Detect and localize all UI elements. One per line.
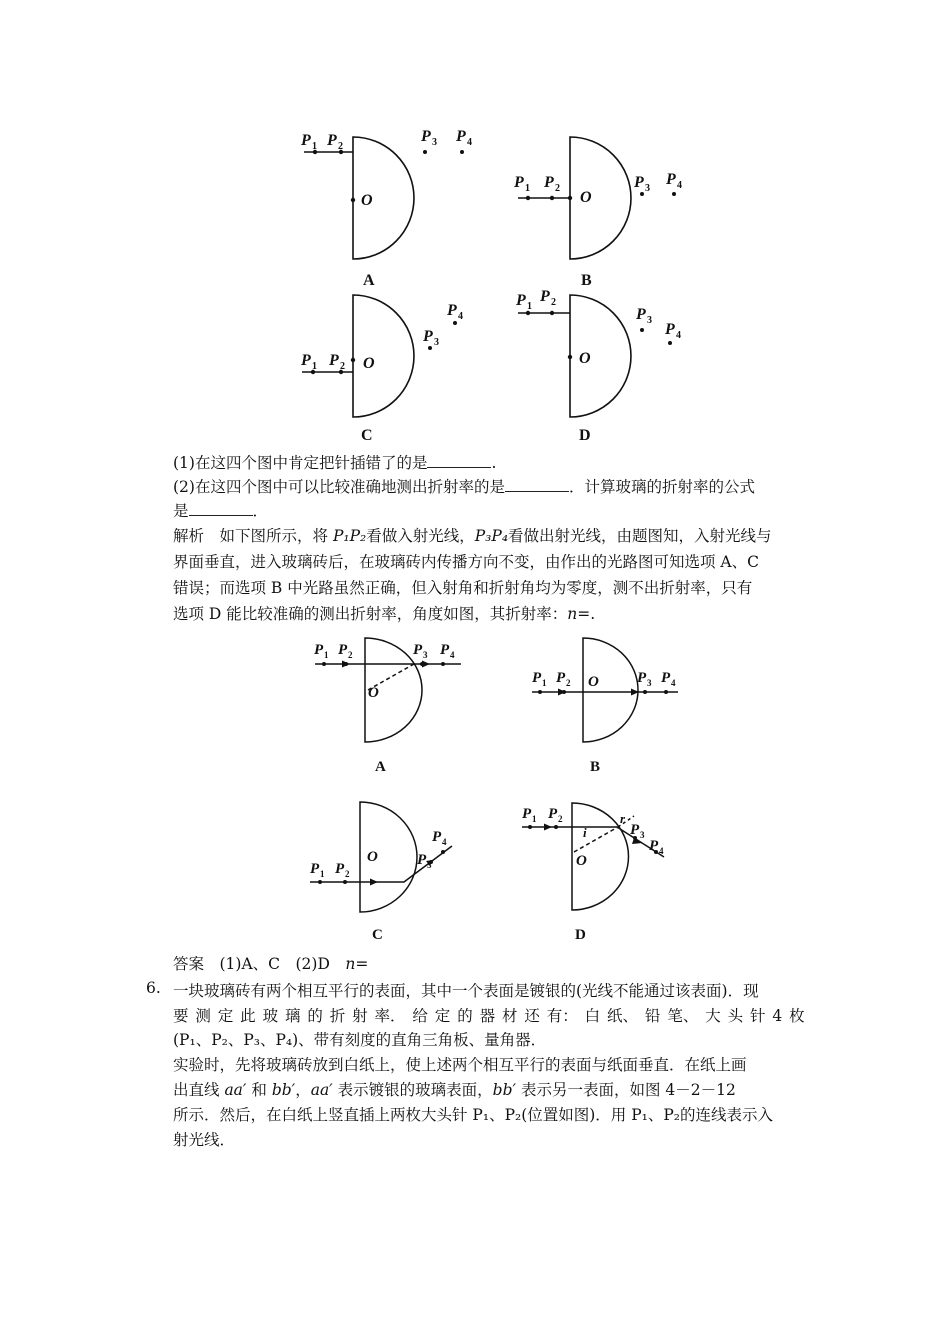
- svg-text:P: P: [421, 128, 431, 145]
- svg-text:3: 3: [647, 315, 652, 326]
- svg-text:P: P: [456, 128, 466, 145]
- word: 铅: [644, 1007, 661, 1025]
- svg-text:P: P: [329, 352, 339, 369]
- problem-6-line-7: 射光线．: [173, 1131, 236, 1149]
- svg-text:O: O: [576, 853, 587, 869]
- word: 器: [479, 1007, 496, 1025]
- svg-text:3: 3: [645, 183, 650, 194]
- svg-text:1: 1: [532, 814, 537, 824]
- word: 定: [217, 1007, 234, 1025]
- svg-text:4: 4: [659, 846, 664, 856]
- word: 材: [501, 1007, 518, 1025]
- problem-6-line-1: 一块玻璃砖有两个相互平行的表面，其中一个表面是镀银的(光线不能通过该表面)．现: [173, 982, 759, 1000]
- svg-text:P: P: [417, 852, 427, 868]
- svg-text:P: P: [338, 642, 348, 658]
- svg-text:O: O: [579, 350, 591, 367]
- svg-text:3: 3: [640, 830, 645, 840]
- svg-text:3: 3: [423, 650, 428, 660]
- svg-text:P: P: [532, 670, 542, 686]
- svg-text:O: O: [580, 189, 592, 206]
- svg-text:P: P: [548, 806, 558, 822]
- svg-text:P: P: [413, 642, 423, 658]
- svg-text:P: P: [556, 670, 566, 686]
- word: 还: [524, 1007, 540, 1025]
- svg-text:D: D: [575, 927, 586, 943]
- svg-text:P: P: [447, 302, 457, 319]
- svg-text:P: P: [636, 306, 646, 323]
- figure-2-svg: [300, 630, 700, 950]
- word: 此: [240, 1007, 256, 1025]
- svg-text:2: 2: [345, 869, 350, 879]
- svg-text:A: A: [363, 272, 375, 289]
- svg-text:O: O: [363, 355, 375, 372]
- semicircle-2b: [583, 638, 638, 742]
- word: 头: [727, 1007, 744, 1025]
- question-1: (1)在这四个图中肯定把针插错了的是 .: [173, 454, 497, 472]
- svg-text:O: O: [367, 849, 378, 865]
- svg-text:1: 1: [312, 361, 317, 372]
- svg-text:1: 1: [525, 183, 530, 194]
- word: 的: [307, 1007, 323, 1025]
- word: 要: [173, 1007, 189, 1025]
- svg-text:P: P: [310, 861, 320, 877]
- svg-text:3: 3: [427, 860, 432, 870]
- figure-2: [300, 630, 700, 950]
- svg-text:P: P: [665, 321, 675, 338]
- word: 璃: [284, 1007, 301, 1025]
- svg-text:4: 4: [458, 311, 463, 322]
- svg-text:1: 1: [527, 301, 532, 312]
- svg-text:4: 4: [677, 180, 682, 191]
- svg-text:2: 2: [555, 183, 560, 194]
- analysis-line-3: 错误；而选项 B 中光路虽然正确，但入射角和折射角均为零度，测不出折射率，只有: [173, 579, 753, 597]
- svg-text:4: 4: [676, 330, 681, 341]
- svg-text:P: P: [544, 174, 554, 191]
- word: 给: [412, 1007, 428, 1025]
- word: 测: [195, 1007, 211, 1025]
- svg-text:P: P: [514, 174, 524, 191]
- word: 有：: [546, 1007, 578, 1025]
- svg-text:2: 2: [348, 650, 353, 660]
- svg-text:P: P: [335, 861, 345, 877]
- problem-number: 6.: [146, 979, 161, 997]
- svg-text:3: 3: [432, 137, 437, 148]
- problem-6-line-2: [173, 1004, 805, 1028]
- question-2: (2)在这四个图中可以比较准确地测出折射率的是 ．计算玻璃的折射率的公式: [173, 478, 755, 496]
- word: 定: [434, 1007, 451, 1025]
- word: 针: [749, 1007, 766, 1025]
- svg-text:i: i: [583, 825, 587, 840]
- svg-text:P: P: [630, 822, 640, 838]
- word: 折: [329, 1007, 346, 1025]
- answer-blank-1: [427, 453, 491, 468]
- normal-2d: [574, 827, 618, 852]
- svg-text:1: 1: [324, 650, 329, 660]
- svg-text:2: 2: [340, 361, 345, 372]
- svg-text:r: r: [620, 811, 626, 826]
- analysis-line-4: 选项 D 能比较准确的测出折射率，角度如图，其折射率：n=.: [173, 605, 596, 623]
- svg-text:P: P: [301, 352, 311, 369]
- problem-6-line-3: (P₁、P₂、P₃、P₄)、带有刻度的直角三角板、量角器．: [173, 1031, 547, 1049]
- answer-blank-2: [505, 477, 569, 492]
- svg-text:P: P: [666, 171, 676, 188]
- svg-text:P: P: [522, 806, 532, 822]
- svg-text:2: 2: [566, 678, 571, 688]
- svg-text:P: P: [637, 670, 647, 686]
- problem-6-line-5: 出直线 aa′ 和 bb′，aa′ 表示镀银的玻璃表面，bb′ 表示另一表面，如图 4－2－12: [173, 1081, 736, 1099]
- svg-text:4: 4: [467, 137, 472, 148]
- svg-text:P: P: [314, 642, 324, 658]
- word: 玻: [262, 1007, 279, 1025]
- problem-6-line-2-words: [173, 1004, 805, 1028]
- word: 笔、: [667, 1007, 699, 1025]
- svg-text:O: O: [368, 685, 379, 701]
- problem-6-line-4: 实验时，先将玻璃砖放到白纸上，使上述两个相互平行的表面与纸面垂直．在纸上画: [173, 1056, 747, 1074]
- answer-line: 答案 (1)A、C (2)D n=: [173, 955, 369, 973]
- answer-blank-3: [189, 501, 253, 516]
- word: 白: [584, 1007, 601, 1025]
- svg-text:P: P: [423, 328, 433, 345]
- word: 枚: [789, 1007, 805, 1025]
- svg-text:P: P: [516, 292, 526, 309]
- svg-text:2: 2: [558, 814, 563, 824]
- word: 射: [352, 1007, 368, 1025]
- svg-text:P: P: [440, 642, 450, 658]
- svg-text:C: C: [372, 927, 383, 943]
- svg-text:3: 3: [434, 337, 439, 348]
- svg-text:D: D: [579, 427, 591, 444]
- svg-text:P: P: [634, 174, 644, 191]
- svg-text:4: 4: [671, 678, 676, 688]
- svg-text:B: B: [590, 759, 601, 775]
- svg-text:1: 1: [320, 869, 325, 879]
- svg-text:P: P: [327, 132, 337, 149]
- svg-text:O: O: [361, 192, 373, 209]
- svg-text:1: 1: [312, 141, 317, 152]
- svg-text:P: P: [661, 670, 671, 686]
- svg-text:2: 2: [338, 141, 343, 152]
- word: 率．: [374, 1007, 406, 1025]
- svg-text:3: 3: [647, 678, 652, 688]
- question-2-line2: 是 ．: [173, 502, 269, 520]
- svg-text:B: B: [581, 272, 592, 289]
- word: 的: [457, 1007, 473, 1025]
- word: 4: [772, 1007, 783, 1025]
- svg-text:4: 4: [450, 650, 455, 660]
- problem-6-line-6: 所示．然后，在白纸上竖直插上两枚大头针 P₁、P₂(位置如图)．用 P₁、P₂的连线表示入: [173, 1106, 774, 1124]
- svg-text:O: O: [588, 674, 599, 690]
- analysis-line-2: 界面垂直，进入玻璃砖后，在玻璃砖内传播方向不变，由作出的光路图可知选项 A、C: [173, 553, 759, 571]
- svg-text:P: P: [540, 288, 550, 305]
- figure-1: [290, 120, 710, 450]
- svg-text:P: P: [301, 132, 311, 149]
- svg-text:1: 1: [542, 678, 547, 688]
- svg-text:2: 2: [551, 297, 556, 308]
- svg-text:P: P: [649, 838, 659, 854]
- svg-text:A: A: [375, 759, 386, 775]
- figure-1-svg: [290, 120, 710, 450]
- svg-text:4: 4: [442, 837, 447, 847]
- analysis-line-1: 解析 如下图所示，将 P₁P₂看做入射光线，P₃P₄看做出射光线，由题图知，入射光线与: [173, 527, 772, 545]
- word: 大: [705, 1007, 721, 1025]
- word: 纸、: [607, 1007, 639, 1025]
- svg-text:P: P: [432, 829, 442, 845]
- svg-text:C: C: [361, 427, 373, 444]
